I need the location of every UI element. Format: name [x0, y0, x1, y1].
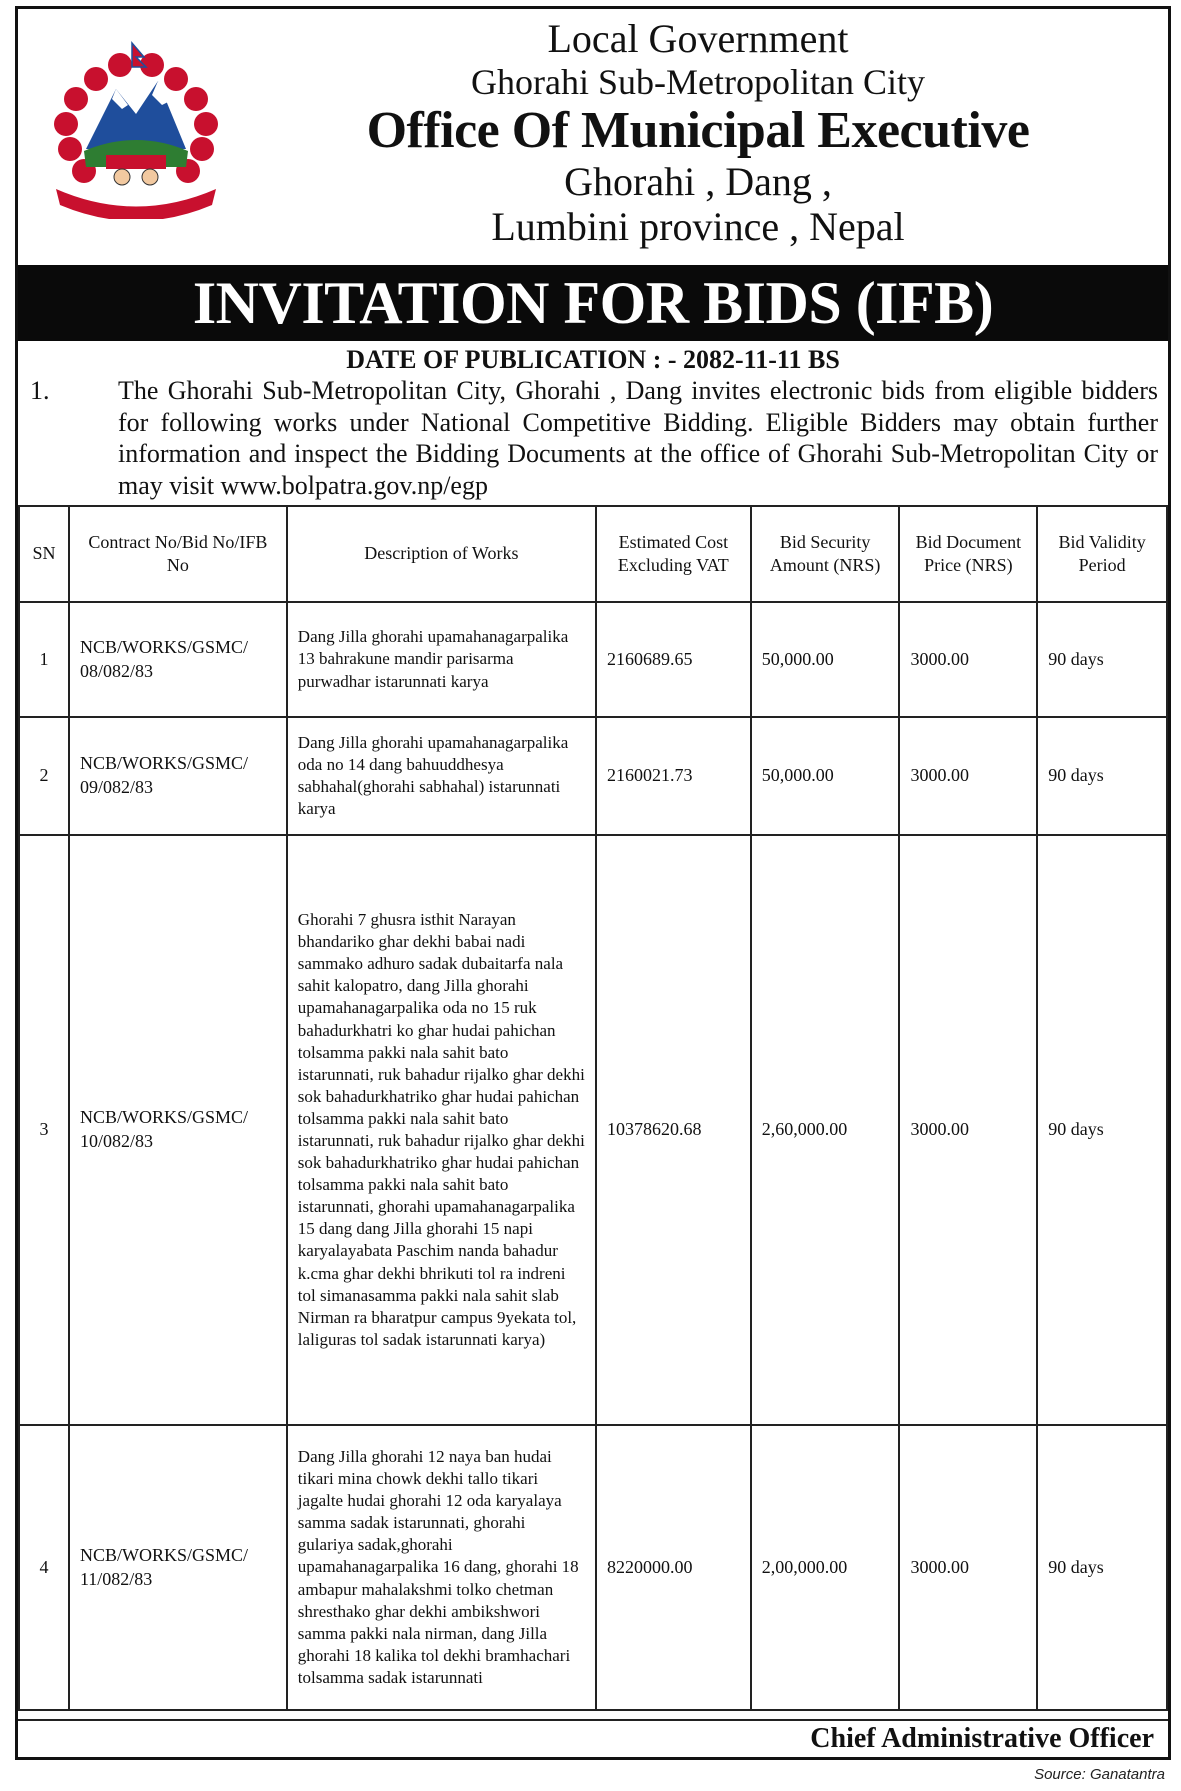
header-security: Bid Security Amount (NRS): [751, 506, 900, 602]
cell-sn: 1: [19, 602, 69, 717]
bids-table: [18, 505, 1168, 1711]
intro-paragraph: [30, 375, 1158, 502]
cell-price: 3000.00: [899, 602, 1037, 717]
intro-number: 1.: [30, 376, 50, 405]
cell-security: 2,60,000.00: [751, 835, 900, 1425]
header-line-city: Ghorahi Sub-Metropolitan City: [471, 61, 925, 102]
signoff: Chief Administrative Officer: [810, 1723, 1154, 1754]
table-row: [19, 717, 1167, 835]
cell-sn: 4: [19, 1425, 69, 1710]
cell-description: Ghorahi 7 ghusra isthit Narayan bhandariko ghar dekhi babai nadi sammako adhuro sadak dubaitarfa nala sahit kalopatro, dang Jilla ghorahi upamahanagarpalika oda no 15 ruk bahadurkhatri ko ghar hudai pahichan tolsamma pakki nala sahit bato istarunnati, ruk bahadur rijalko ghar dekhi sok bahadurkhatriko ghar hudai pahichan tolsamma pakki nala sahit bato istarunnati, ruk bahadur rijalko ghar dekhi sok bahadurkhatriko ghar hudai pahichan tolsamma pakki nala sahit bato istarunnati, ghorahi upamahanagarpalika 15 dang dang Jilla ghorahi 15 napi karyalayabata Paschim nanda bahadur k.cma ghar dekhi bhrikuti tol ra indreni tol simanasamma pakki nala sahit slab Nirman ra bharatpur campus 9yekata tol, laliguras tol sadak istarunnati karya): [287, 835, 596, 1425]
cell-validity: 90 days: [1037, 602, 1167, 717]
header-validity: Bid Validity Period: [1037, 506, 1167, 602]
cell-validity: 90 days: [1037, 1425, 1167, 1710]
table-row: [19, 835, 1167, 1425]
table-header-row: [19, 506, 1167, 602]
cell-security: 50,000.00: [751, 717, 900, 835]
footer-divider: [18, 1719, 1168, 1721]
cell-price: 3000.00: [899, 717, 1037, 835]
table-row: [19, 1425, 1167, 1710]
intro-text: The Ghorahi Sub-Metropolitan City, Ghorahi , Dang invites electronic bids from eligible bidders for following works under National Competitive Bidding. Eligible Bidders may obtain further information and inspect the Bidding Documents at the office of Ghorahi Sub-Metropolitan City or may visit www.bolpatra.gov.np/egp: [118, 376, 1158, 501]
publication-date: DATE OF PUBLICATION : - 2082-11-11 BS: [346, 345, 840, 374]
cell-cost: 8220000.00: [596, 1425, 751, 1710]
ifb-banner: INVITATION FOR BIDS (IFB): [18, 265, 1168, 341]
cell-security: 2,00,000.00: [751, 1425, 900, 1710]
cell-description: Dang Jilla ghorahi upamahanagarpalika oda no 14 dang bahuuddhesya sabhahal(ghorahi sabhahal) istarunnati karya: [287, 717, 596, 835]
cell-security: 50,000.00: [751, 602, 900, 717]
cell-contract: NCB/WORKS/GSMC/ 10/082/83: [69, 835, 287, 1425]
source-credit: Source: Ganatantra: [1034, 1766, 1165, 1783]
header-line-office: Office Of Municipal Executive: [366, 102, 1030, 160]
cell-cost: 2160021.73: [596, 717, 751, 835]
ifb-notice: [15, 6, 1171, 1760]
cell-validity: 90 days: [1037, 835, 1167, 1425]
header-description: Description of Works: [287, 506, 596, 602]
cell-contract: NCB/WORKS/GSMC/ 11/082/83: [69, 1425, 287, 1710]
cell-contract: NCB/WORKS/GSMC/ 09/082/83: [69, 717, 287, 835]
cell-description: Dang Jilla ghorahi 12 naya ban hudai tikari mina chowk dekhi tallo tikari jagalte hudai ghorahi 12 oda karyalaya samma sadak istarunnati, ghorahi gulariya sadak,ghorahi upamahanagarpalika 16 dang, ghorahi 18 ambapur mahalakshmi tolko chetman shresthako ghar dekhi ambikshwori samma pakki nala nirman, dang Jilla ghorahi 18 kalika tol dekhi bramhachari tolsamma sadak istarunnati: [287, 1425, 596, 1710]
header-price: Bid Document Price (NRS): [899, 506, 1037, 602]
nepal-government-emblem-icon: [36, 39, 236, 219]
cell-cost: 10378620.68: [596, 835, 751, 1425]
header-cost: Estimated Cost Excluding VAT: [596, 506, 751, 602]
header-line-province: Lumbini province , Nepal: [491, 204, 905, 250]
cell-contract: NCB/WORKS/GSMC/ 08/082/83: [69, 602, 287, 717]
cell-sn: 3: [19, 835, 69, 1425]
header-line-location: Ghorahi , Dang ,: [564, 159, 832, 205]
cell-validity: 90 days: [1037, 717, 1167, 835]
cell-cost: 2160689.65: [596, 602, 751, 717]
table-row: [19, 602, 1167, 717]
cell-price: 3000.00: [899, 1425, 1037, 1710]
header-contract: Contract No/Bid No/IFB No: [69, 506, 287, 602]
header-title-block: [248, 17, 1148, 250]
cell-description: Dang Jilla ghorahi upamahanagarpalika 13 bahrakune mandir parisarma purwadhar istarunnati karya: [287, 602, 596, 717]
cell-price: 3000.00: [899, 835, 1037, 1425]
header-line-government: Local Government: [547, 16, 849, 61]
header-sn: SN: [19, 506, 69, 602]
notice-header: [18, 9, 1168, 265]
cell-sn: 2: [19, 717, 69, 835]
